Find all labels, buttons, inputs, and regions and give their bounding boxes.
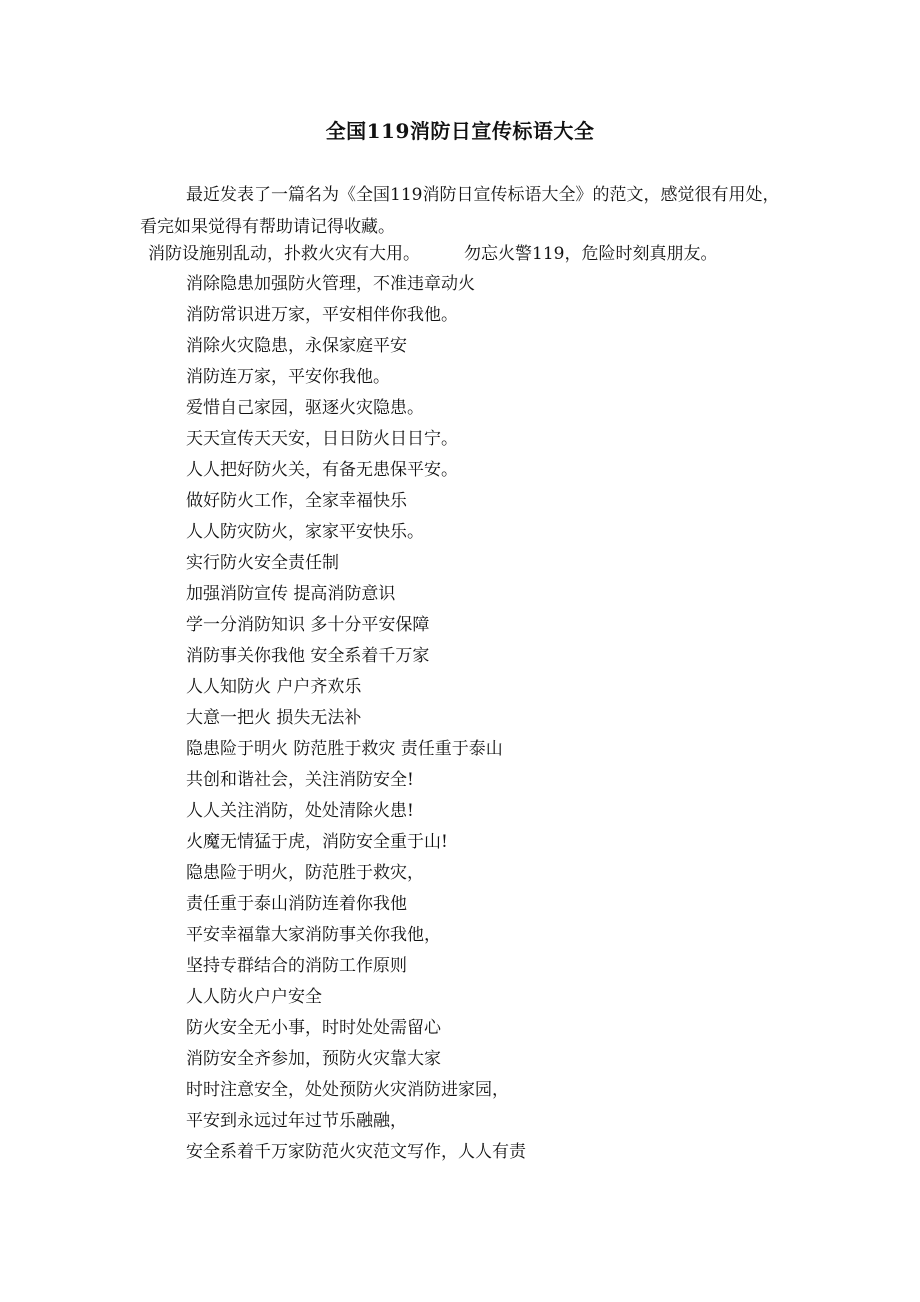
slogan-list xyxy=(186,270,526,1169)
slogan-item: 消防事关你我他 安全系着千万家 xyxy=(186,646,430,666)
slogan-item: 学一分消防知识 多十分平安保障 xyxy=(186,615,430,635)
slogan-item: 人人把好防火关，有备无患保平安。 xyxy=(186,460,458,480)
slogan-item: 消防安全齐参加，预防火灾靠大家 xyxy=(186,1049,441,1069)
slogan-item: 共创和谐社会，关注消防安全! xyxy=(186,770,414,790)
slogan-item: 人人防灾防火，家家平安快乐。 xyxy=(186,522,424,542)
intro-paragraph: 最近发表了一篇名为《全国119消防日宣传标语大全》的范文，感觉很有用处，看完如果觉得有帮助请记得收藏。 xyxy=(140,185,780,237)
slogan-item: 火魔无情猛于虎，消防安全重于山! xyxy=(186,832,448,852)
slogan-item: 安全系着千万家防范火灾范文写作，人人有责 xyxy=(186,1142,526,1162)
slogan-item: 消防常识进万家，平安相伴你我他。 xyxy=(186,305,458,325)
slogan-item: 时时注意安全，处处预防火灾消防进家园， xyxy=(186,1080,509,1100)
slogan-item: 隐患险于明火，防范胜于救灾， xyxy=(186,863,424,883)
slogan-item: 做好防火工作，全家幸福快乐 xyxy=(186,491,407,511)
slogan-item: 防火安全无小事，时时处处需留心 xyxy=(186,1018,441,1038)
slogan-item: 人人关注消防，处处清除火患! xyxy=(186,801,414,821)
slogan-item: 大意一把火 损失无法补 xyxy=(186,708,362,728)
slogan-item: 人人防火户户安全 xyxy=(186,987,322,1007)
slogan-item: 平安到永远过年过节乐融融， xyxy=(186,1111,407,1131)
slogan-item: 隐患险于明火 防范胜于救灾 责任重于泰山 xyxy=(186,739,503,759)
slogan-item: 天天宣传天天安，日日防火日日宁。 xyxy=(186,429,458,449)
slogan-item: 人人知防火 户户齐欢乐 xyxy=(186,677,362,697)
slogan-item: 实行防火安全责任制 xyxy=(186,553,339,573)
slogan-item: 责任重于泰山消防连着你我他 xyxy=(186,894,407,914)
slogan-pair-second: 勿忘火警119，危险时刻真朋友。 xyxy=(464,244,718,264)
slogan-item: 坚持专群结合的消防工作原则 xyxy=(186,956,407,976)
slogan-item: 平安幸福靠大家消防事关你我他， xyxy=(186,925,441,945)
slogan-pair-first: 消防设施别乱动，扑救火灾有大用。 xyxy=(148,244,420,264)
slogan-item: 消防连万家，平安你我他。 xyxy=(186,367,390,387)
slogan-item: 消除隐患加强防火管理，不准违章动火 xyxy=(186,274,475,294)
slogan-item: 消除火灾隐患，永保家庭平安 xyxy=(186,336,407,356)
document-title: 全国119消防日宣传标语大全 xyxy=(325,119,595,143)
slogan-pair-line xyxy=(148,240,848,268)
slogan-item: 爱惜自己家园，驱逐火灾隐患。 xyxy=(186,398,424,418)
slogan-item: 加强消防宣传 提高消防意识 xyxy=(186,584,396,604)
